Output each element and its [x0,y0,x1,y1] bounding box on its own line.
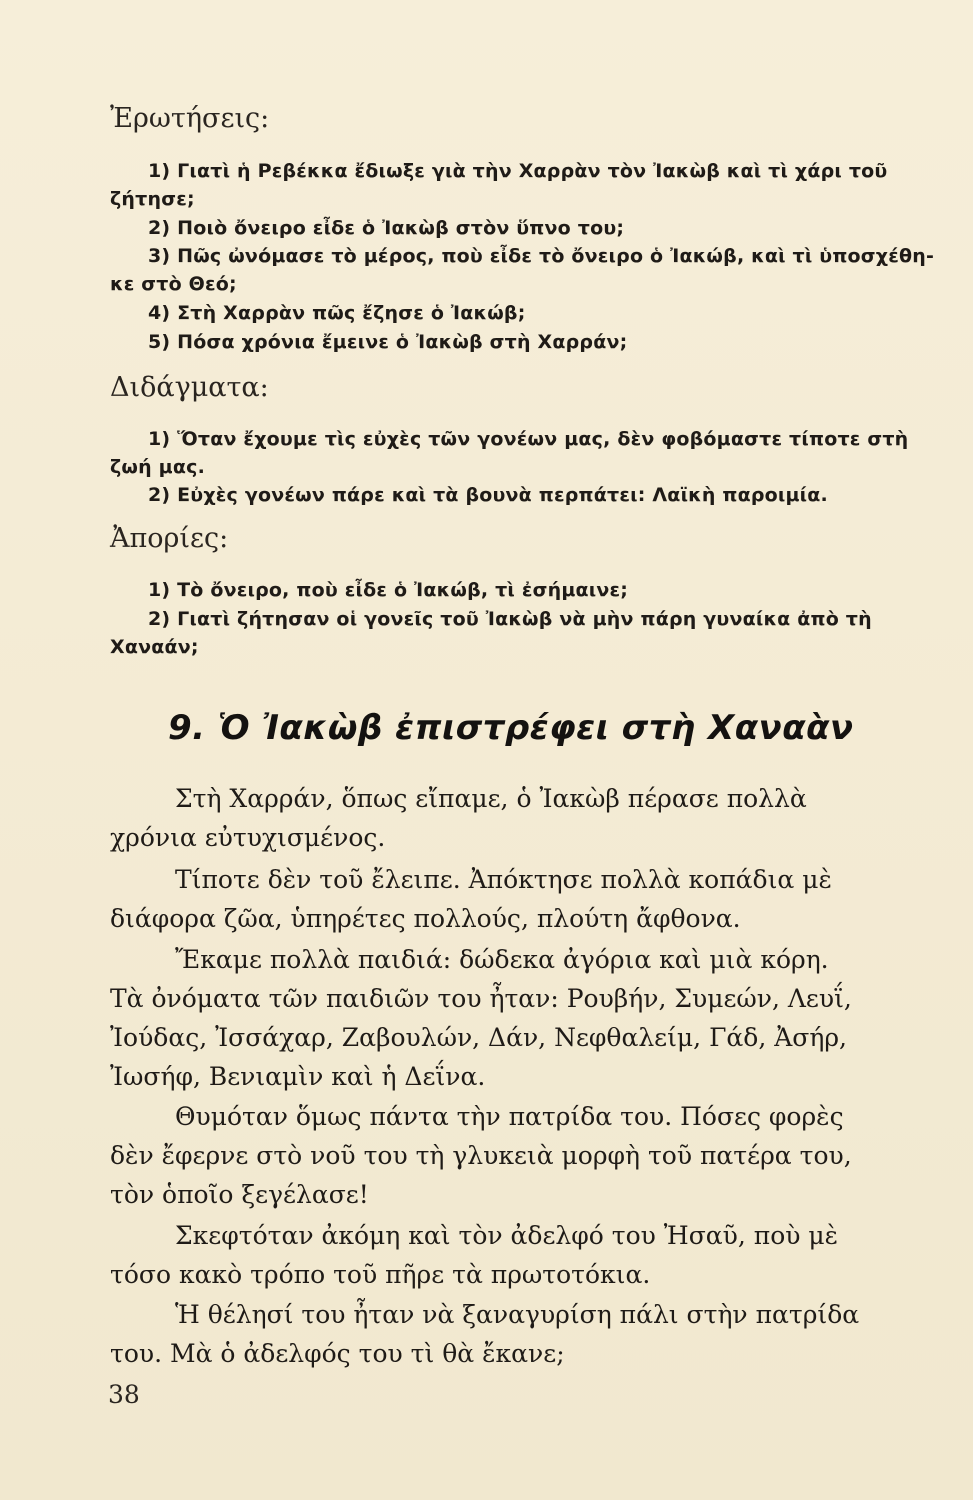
body-line-5: Ἔκαμε πολλὰ παιδιά: δώδεκα ἀγόρια καὶ μιὰ κόρη. [175,945,829,974]
query-1: 1) Τὸ ὄνειρο, ποὺ εἶδε ὁ Ἰακώβ, τὶ ἐσήμαινε; [148,579,629,601]
question-5: 5) Πόσα χρόνια ἔμεινε ὁ Ἰακὼβ στὴ Χαρράν; [148,331,628,353]
body-line-12: Σκεφτόταν ἀκόμη καὶ τὸν ἀδελφό του Ἠσαῦ, ποὺ μὲ [175,1221,839,1250]
page-number: 38 [108,1380,140,1409]
lesson-1-line-1: 1) Ὅταν ἔχουμε τὶς εὐχὲς τῶν γονέων μας, δὲν φοβόμαστε τίποτε στὴ [148,428,909,450]
body-line-2: χρόνια εὐτυχισμένος. [110,823,386,852]
question-3-line-1: 3) Πῶς ὠνόμασε τὸ μέρος, ποὺ εἶδε τὸ ὄνειρο ὁ Ἰακώβ, καὶ τὶ ὑποσχέθη- [148,245,935,267]
body-line-7: Ἰούδας, Ἰσσάχαρ, Ζαβουλών, Δάν, Νεφθαλείμ, Γάδ, Ἀσήρ, [110,1023,847,1052]
lessons-heading: Διδάγματα: [110,372,269,403]
body-line-11: τὸν ὁποῖο ξεγέλασε! [110,1180,369,1209]
question-3-line-2: κε στὸ Θεό; [110,273,237,295]
chapter-title: 9. Ὁ Ἰακὼβ ἐπιστρέφει στὴ Χαναὰν [168,708,854,748]
queries-heading: Ἀπορίες: [110,523,229,554]
query-2-line-1: 2) Γιατὶ ζήτησαν οἱ γονεῖς τοῦ Ἰακὼβ νὰ μὴν πάρη γυναίκα ἀπὸ τὴ [148,608,872,630]
body-line-15: του. Μὰ ὁ ἀδελφός του τὶ θὰ ἔκανε; [110,1339,565,1368]
body-line-4: διάφορα ζῶα, ὑπηρέτες πολλούς, πλούτη ἄφθονα. [110,904,741,933]
body-line-14: Ἡ θέλησί του ἦταν νὰ ξαναγυρίση πάλι στὴν πατρίδα [175,1300,860,1329]
questions-heading: Ἐρωτήσεις: [110,103,270,134]
body-line-3: Τίποτε δὲν τοῦ ἔλειπε. Ἀπόκτησε πολλὰ κοπάδια μὲ [175,865,832,894]
body-line-10: δὲν ἔφερνε στὸ νοῦ του τὴ γλυκειὰ μορφὴ τοῦ πατέρα του, [110,1141,852,1170]
body-line-1: Στὴ Χαρράν, ὅπως εἴπαμε, ὁ Ἰακὼβ πέρασε πολλὰ [175,784,807,813]
body-line-9: Θυμόταν ὅμως πάντα τὴν πατρίδα του. Πόσες φορὲς [175,1102,844,1131]
body-line-13: τόσο κακὸ τρόπο τοῦ πῆρε τὰ πρωτοτόκια. [110,1260,651,1289]
question-2: 2) Ποιὸ ὄνειρο εἶδε ὁ Ἰακὼβ στὸν ὕπνο του; [148,217,625,239]
lesson-1-line-2: ζωή μας. [110,456,205,478]
lesson-2: 2) Εὐχὲς γονέων πάρε καὶ τὰ βουνὰ περπάτει: Λαϊκὴ παροιμία. [148,484,828,506]
body-line-8: Ἰωσήφ, Βενιαμὶν καὶ ἡ Δεΐνα. [110,1062,486,1091]
question-1-line-2: ζήτησε; [110,188,195,210]
body-line-6: Τὰ ὀνόματα τῶν παιδιῶν του ἦταν: Ρουβήν, Συμεών, Λευΐ, [110,984,852,1013]
question-1-line-1: 1) Γιατὶ ἡ Ρεβέκκα ἔδιωξε γιὰ τὴν Χαρρὰν τὸν Ἰακὼβ καὶ τὶ χάρι τοῦ [148,160,888,182]
query-2-line-2: Χαναάν; [110,636,199,658]
question-4: 4) Στὴ Χαρρὰν πῶς ἔζησε ὁ Ἰακώβ; [148,302,526,324]
